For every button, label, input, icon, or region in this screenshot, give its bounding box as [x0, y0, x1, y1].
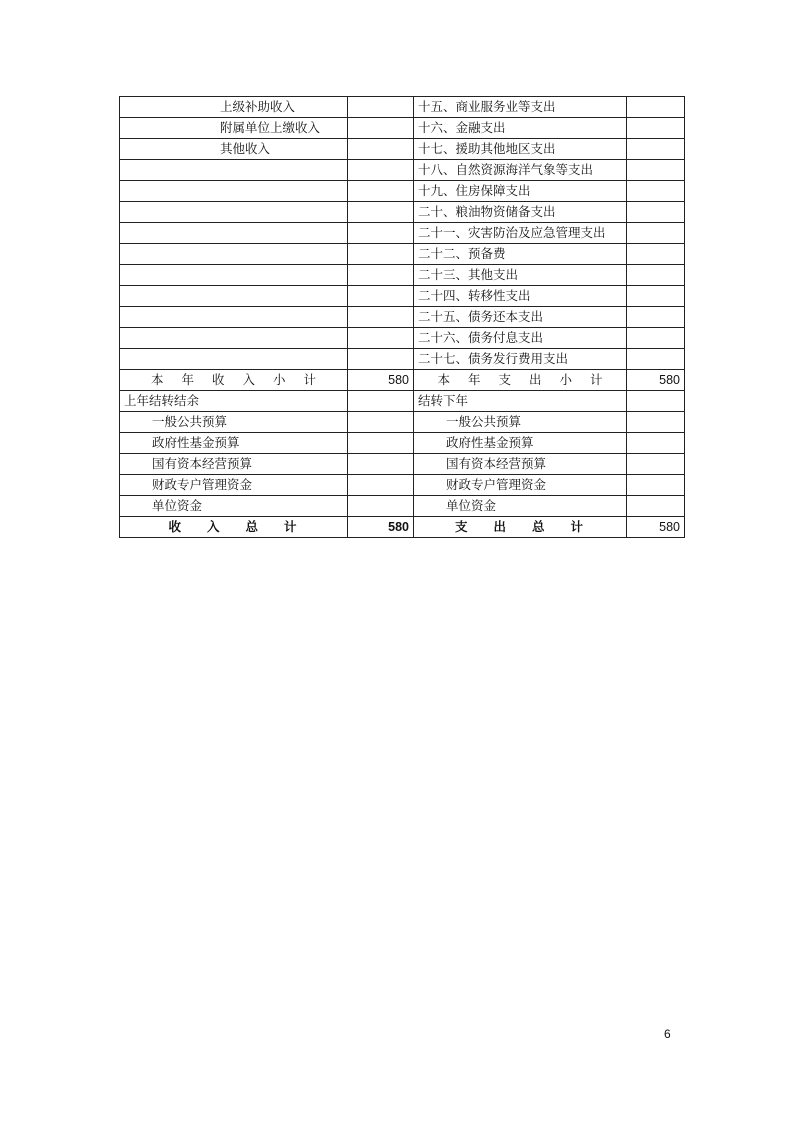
expense-carry-item: 政府性基金预算 [414, 433, 627, 454]
table-row [120, 286, 685, 307]
expense-value [627, 160, 685, 181]
income-item [120, 160, 348, 181]
income-item [120, 328, 348, 349]
income-total-value: 580 [348, 517, 414, 538]
income-value [348, 496, 414, 517]
income-value [348, 118, 414, 139]
expense-item: 二十、粮油物资储备支出 [414, 202, 627, 223]
table-row [120, 265, 685, 286]
income-value [348, 328, 414, 349]
income-item: 附属单位上缴收入 [120, 118, 348, 139]
table-row [120, 475, 685, 496]
table-row [120, 349, 685, 370]
expense-total-value: 580 [627, 517, 685, 538]
income-value [348, 391, 414, 412]
expense-value [627, 139, 685, 160]
budget-table-body [120, 97, 685, 538]
total-row [120, 517, 685, 538]
expense-value [627, 265, 685, 286]
table-row [120, 118, 685, 139]
income-carry-item: 财政专户管理资金 [120, 475, 348, 496]
budget-table [119, 96, 685, 538]
table-row [120, 244, 685, 265]
expense-value [627, 286, 685, 307]
income-item [120, 286, 348, 307]
expense-carry-item: 国有资本经营预算 [414, 454, 627, 475]
expense-value [627, 97, 685, 118]
income-item [120, 181, 348, 202]
table-row [120, 433, 685, 454]
expense-value [627, 328, 685, 349]
income-value [348, 244, 414, 265]
carry-header-row [120, 391, 685, 412]
carry-forward-label: 结转下年 [414, 391, 627, 412]
expense-item: 二十六、债务付息支出 [414, 328, 627, 349]
expense-value [627, 412, 685, 433]
subtotal-row [120, 370, 685, 391]
income-carry-item: 单位资金 [120, 496, 348, 517]
prior-year-carryover-label: 上年结转结余 [120, 391, 348, 412]
expense-subtotal-label: 本年支出小计 [414, 370, 627, 391]
income-item [120, 265, 348, 286]
income-value [348, 223, 414, 244]
table-row [120, 328, 685, 349]
expense-value [627, 496, 685, 517]
income-value [348, 454, 414, 475]
table-row [120, 307, 685, 328]
income-value [348, 349, 414, 370]
expense-carry-item: 单位资金 [414, 496, 627, 517]
table-row [120, 496, 685, 517]
income-item: 其他收入 [120, 139, 348, 160]
expense-item: 二十三、其他支出 [414, 265, 627, 286]
expense-item: 二十一、灾害防治及应急管理支出 [414, 223, 627, 244]
income-item [120, 223, 348, 244]
expense-value [627, 244, 685, 265]
expense-value [627, 475, 685, 496]
expense-value [627, 454, 685, 475]
expense-item: 十五、商业服务业等支出 [414, 97, 627, 118]
income-subtotal-value: 580 [348, 370, 414, 391]
expense-item: 二十七、债务发行费用支出 [414, 349, 627, 370]
expense-item: 十七、援助其他地区支出 [414, 139, 627, 160]
expense-value [627, 391, 685, 412]
expense-value [627, 202, 685, 223]
table-row [120, 412, 685, 433]
expense-item: 十九、住房保障支出 [414, 181, 627, 202]
expense-value [627, 433, 685, 454]
page-number: 6 [664, 1027, 671, 1041]
income-value [348, 307, 414, 328]
income-item [120, 244, 348, 265]
table-row [120, 181, 685, 202]
income-item [120, 307, 348, 328]
income-carry-item: 国有资本经营预算 [120, 454, 348, 475]
expense-total-label: 支出总计 [414, 517, 627, 538]
income-value [348, 139, 414, 160]
income-value [348, 181, 414, 202]
income-value [348, 202, 414, 223]
expense-value [627, 349, 685, 370]
income-value [348, 160, 414, 181]
expense-value [627, 307, 685, 328]
expense-item: 二十四、转移性支出 [414, 286, 627, 307]
table-row [120, 139, 685, 160]
income-value [348, 265, 414, 286]
expense-item: 二十二、预备费 [414, 244, 627, 265]
table-row [120, 202, 685, 223]
expense-subtotal-value: 580 [627, 370, 685, 391]
income-carry-item: 一般公共预算 [120, 412, 348, 433]
table-row [120, 97, 685, 118]
income-value [348, 433, 414, 454]
income-subtotal-label: 本年收入小计 [120, 370, 348, 391]
income-value [348, 97, 414, 118]
expense-value [627, 181, 685, 202]
expense-item: 十八、自然资源海洋气象等支出 [414, 160, 627, 181]
income-value [348, 475, 414, 496]
table-row [120, 223, 685, 244]
expense-item: 十六、金融支出 [414, 118, 627, 139]
income-item [120, 202, 348, 223]
table-row [120, 454, 685, 475]
income-value [348, 412, 414, 433]
expense-value [627, 118, 685, 139]
table-row [120, 160, 685, 181]
expense-carry-item: 财政专户管理资金 [414, 475, 627, 496]
expense-value [627, 223, 685, 244]
income-carry-item: 政府性基金预算 [120, 433, 348, 454]
income-total-label: 收入总计 [120, 517, 348, 538]
expense-item: 二十五、债务还本支出 [414, 307, 627, 328]
income-item [120, 349, 348, 370]
income-item: 上级补助收入 [120, 97, 348, 118]
expense-carry-item: 一般公共预算 [414, 412, 627, 433]
income-value [348, 286, 414, 307]
